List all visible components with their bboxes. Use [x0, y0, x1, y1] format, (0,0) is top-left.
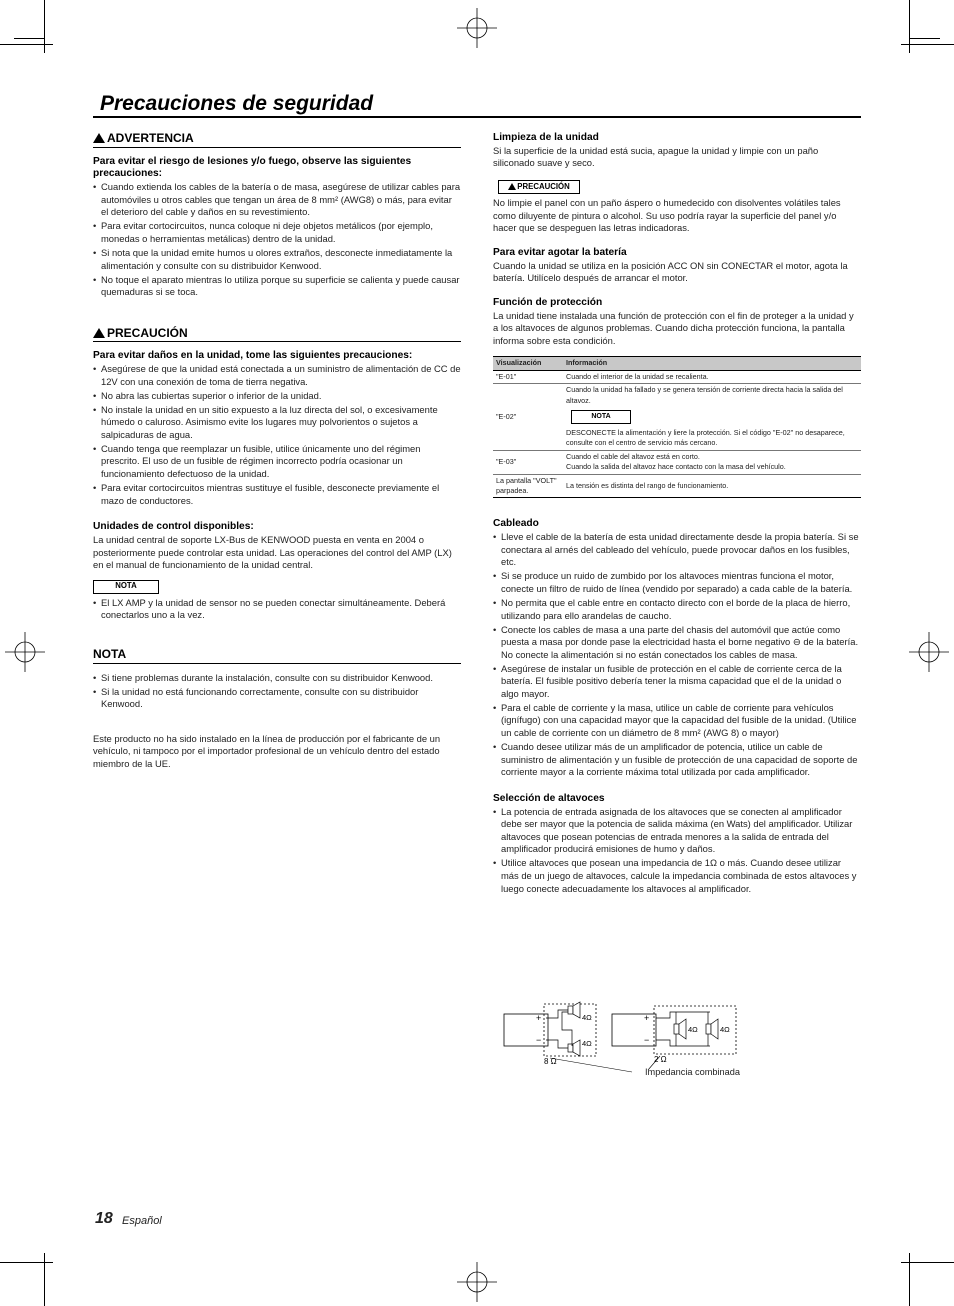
- advertencia-list: [93, 181, 461, 299]
- e02-info-1: Cuando la unidad ha fallado y se genera tensión de corriente directa hacia la salida del altavoz.: [566, 385, 843, 405]
- plus-terminal: +: [536, 1013, 542, 1023]
- table-row: [493, 370, 861, 383]
- list-item: • Si se produce un ruido de zumbido por los altavoces mientras funciona el motor, conecte un filtro de ruido de línea (vendido por separado) a cada cable de la batería.: [493, 570, 861, 595]
- unidades-heading: Unidades de control disponibles:: [93, 521, 254, 533]
- altavoces-heading: Selección de altavoces: [493, 792, 605, 804]
- nota-tag: [571, 410, 631, 424]
- precaucion-tag-label: PRECAUCIÓN: [517, 181, 570, 191]
- table-row: [493, 474, 861, 498]
- crop-mark-top-left-h2: [14, 38, 44, 39]
- list-item: • El LX AMP y la unidad de sensor no se pueden conectar simultáneamente. Deberá conectarlos uno a la vez.: [93, 597, 461, 622]
- parallel-config: [612, 1006, 736, 1064]
- nota-heading: [93, 648, 461, 664]
- nota-tag-label: NOTA: [115, 581, 137, 591]
- plus-terminal: +: [644, 1013, 650, 1023]
- advertencia-heading-text: ADVERTENCIA: [107, 131, 194, 145]
- e03-info-1: Cuando el cable del altavoz está en corto.: [566, 451, 700, 461]
- table-cell: [563, 450, 861, 474]
- limpieza-heading: Limpieza de la unidad: [493, 132, 599, 143]
- table-row: [493, 384, 861, 451]
- nota-heading-text: NOTA: [93, 646, 127, 661]
- precaucion-list: [93, 363, 461, 507]
- bateria-heading: Para evitar agotar la batería: [493, 246, 627, 258]
- list-item: • No permita que el cable entre en contacto directo con el borde de la placa de hierro, utilizando para ello arandelas de caucho.: [493, 597, 861, 622]
- table-cell: "E-02": [493, 384, 563, 451]
- speaker-impedance-label: 4Ω: [720, 1025, 730, 1034]
- registration-mark-bottom: [457, 1262, 497, 1302]
- nota-tag-label: NOTA: [591, 412, 611, 420]
- right-column: [493, 132, 861, 897]
- cableado-list: [493, 531, 861, 779]
- speaker-icon: [711, 1019, 718, 1039]
- list-item: • Si la unidad no está funcionando correctamente, consulte con su distribuidor Kenwood.: [93, 686, 461, 711]
- list-item: • La potencia de entrada asignada de los altavoces que se conecten al amplificador debe ser mayor que la potencia de salida máxima (en Wats) del amplificador. Utilizar altavoces que posean potencias de entrada menores a la salida de entrada del amplificador producirá emisiones de humo y daños.: [493, 806, 861, 856]
- crop-mark-top-right-v: [909, 0, 910, 53]
- title-rule: [93, 116, 861, 118]
- list-item: • Conecte los cables de masa a una parte del chasis del automóvil que actúe como puesta a masa por donde pase la electricidad hasta el borne negativo ⊖ de la batería. No conecte la alimentación si no están conectados los cables de masa.: [493, 624, 861, 662]
- altavoces-list: [493, 806, 861, 896]
- registration-mark-right: [909, 632, 949, 672]
- table-cell: La tensión es distinta del rango de funcionamiento.: [563, 474, 861, 498]
- list-item: • Si nota que la unidad emite humos u olores extraños, desconecte inmediatamente la alimentación y consulte con su distribuidor Kenwood.: [93, 247, 461, 272]
- list-item: • Lleve el cable de la batería de esta unidad directamente desde la propia batería. Si se conectara al arnés del cableado del vehículo, puede provocar daños en los fusibles, etc.: [493, 531, 861, 569]
- registration-mark-left: [5, 632, 45, 672]
- table-row: [493, 450, 861, 474]
- page-language: Español: [122, 1215, 162, 1227]
- list-item: • No abra las cubiertas superior o inferior de la unidad.: [93, 390, 461, 403]
- list-item: • No toque el aparato mientras lo utiliza porque su superficie se calienta y puede causar quemaduras si se toca.: [93, 274, 461, 299]
- speaker-icon: [679, 1019, 686, 1039]
- amplifier-box: [504, 1014, 548, 1046]
- warning-triangle-icon: [508, 183, 516, 190]
- protection-table: [493, 356, 861, 498]
- crop-mark-bottom-right-h: [901, 1262, 954, 1263]
- crop-mark-bottom-left-v: [44, 1253, 45, 1306]
- diagram-caption: Impedancia combinada: [645, 1067, 740, 1077]
- page-title: Precauciones de seguridad: [100, 92, 374, 115]
- page-number: 18: [95, 1210, 113, 1227]
- speaker-impedance-label: 4Ω: [582, 1039, 592, 1048]
- precaucion-heading-text: PRECAUCIÓN: [107, 325, 188, 340]
- series-impedance-label: 8 Ω: [544, 1057, 557, 1066]
- e02-info-2: DESCONECTE la alimentación y liere la protección. Si el código "E-02" no desaparece, consulte con el centro de servicio más cercano.: [566, 427, 845, 448]
- table-cell: La pantalla "VOLT" parpadea.: [493, 474, 563, 498]
- bateria-text: Cuando la unidad se utiliza en la posición ACC ON sin CONECTAR el motor, agota la batería. Utilícelo después de arrancar el motor.: [493, 259, 848, 284]
- list-item: • Asegúrese de que la unidad está conectada a un suministro de alimentación de CC de 12V con una conexión de toma de tierra negativa.: [93, 363, 461, 388]
- minus-terminal: −: [536, 1035, 542, 1045]
- nota-footer-text: Este producto no ha sido instalado en la línea de producción por el fabricante de un vehículo, ni tampoco por el importador profesional de un vehículo dentro del estado miembro de la UE.: [93, 732, 441, 769]
- list-item: • No instale la unidad en un sitio expuesto a la luz directa del sol, o excesivamente húmedo o caluroso. Asimismo evite los lugares muy polvorientos o sujetos a salpicaduras de agua.: [93, 404, 461, 442]
- registration-mark-top: [457, 8, 497, 48]
- proteccion-text: La unidad tiene instalada una función de protección con el fin de proteger a la unidad y a los altavoces de algunos problemas. Cuando dicha protección funciona, la pantalla informa sobre esta condición.: [493, 309, 854, 346]
- list-item: • Asegúrese de instalar un fusible de protección en el cable de corriente cerca de la batería. El fusible positivo debería tener la misma capacidad que el de la unidad o algo mayor.: [493, 663, 861, 701]
- table-header-cell: Visualización: [493, 357, 563, 370]
- crop-mark-top-right-h2: [910, 38, 940, 39]
- list-item: • Si tiene problemas durante la instalación, consulte con su distribuidor Kenwood.: [93, 672, 461, 685]
- list-item: • Cuando desee utilizar más de un amplificador de potencia, utilice un cable de suministro de alimentación y un fusible de protección de una capacidad de soporte de corriente mayor a la corriente máxima total utilizada por cada amplificador.: [493, 741, 861, 779]
- crop-mark-top-left-v: [44, 0, 45, 53]
- parallel-impedance-label: 2 Ω: [654, 1055, 667, 1064]
- left-column: [93, 132, 461, 771]
- speaker-icon: [573, 1040, 580, 1056]
- crop-mark-bottom-left-h: [0, 1262, 53, 1263]
- amplifier-box: [612, 1014, 656, 1046]
- speaker-impedance-label: 4Ω: [582, 1013, 592, 1022]
- proteccion-heading: Función de protección: [493, 296, 603, 308]
- speaker-icon: [573, 1002, 580, 1018]
- precaucion-tag: [498, 180, 580, 194]
- table-header-row: [493, 357, 861, 370]
- list-item: • Para el cable de corriente y la masa, utilice un cable de corriente para vehículos (ignífugo) con una capacidad mayor que la capacidad del fusible de la unidad. (Utilice un cable de corriente con un diámetro de 8 mm² (AWG 8) o mayor): [493, 702, 861, 740]
- crop-mark-top-right-h: [901, 44, 954, 45]
- warning-triangle-icon: [93, 328, 105, 338]
- cableado-heading: Cableado: [493, 518, 539, 530]
- advertencia-subheading: Para evitar el riesgo de lesiones y/o fuego, observe las siguientes precauciones:: [93, 155, 412, 180]
- precaucion-heading: [93, 327, 461, 343]
- limpieza-text: Si la superficie de la unidad está sucia, apague la unidad y limpie con un paño siliconado suave y seco.: [493, 144, 819, 169]
- series-config: [504, 1002, 596, 1066]
- table-cell: [563, 384, 861, 451]
- list-item: • Cuando tenga que reemplazar un fusible, utilice únicamente uno del régimen prescrito. El uso de un fusible de régimen incorrecto podría ocasionar un funcionamiento defectuoso de la unidad.: [93, 443, 461, 481]
- advertencia-heading: [93, 132, 461, 148]
- table-cell: Cuando el interior de la unidad se recalienta.: [563, 370, 861, 383]
- nota-tag: [93, 580, 159, 594]
- crop-mark-top-left-h: [0, 44, 53, 45]
- precaucion-subheading: Para evitar daños en la unidad, tome las siguientes precauciones:: [93, 350, 413, 362]
- table-cell: "E-01": [493, 370, 563, 383]
- speaker-impedance-label: 4Ω: [688, 1025, 698, 1034]
- list-item: • Para evitar cortocircuitos, nunca coloque ni deje objetos metálicos (por ejemplo, monedas o herramientas metálicas) dentro de la unidad.: [93, 220, 461, 245]
- minus-terminal: −: [644, 1035, 650, 1045]
- list-item: • Utilice altavoces que posean una impedancia de 1Ω o más. Cuando desee utilizar más de un juego de altavoces, calcule la impedancia combinada de estos altavoces y luego conecte adecuadamente los altavoces al amplificador.: [493, 857, 861, 895]
- warning-triangle-icon: [93, 133, 105, 143]
- limpieza-caution-text: No limpie el panel con un paño áspero o humedecido con disolventes volátiles tales como diluyente de pintura o alcohol. Su uso podría rayar la superficie del panel y/o hacer que se despeguen las letras indicadoras.: [493, 196, 841, 234]
- list-item: • Para evitar cortocircuitos mientras sustituye el fusible, desconecte previamente el mazo de conductores.: [93, 482, 461, 507]
- list-item: • Cuando extienda los cables de la batería o de masa, asegúrese de utilizar cables para automóviles u otros cables que tengan un área de 8 mm² (AWG8) o más, para evitar el deterioro del cable y daños en su revestimiento.: [93, 181, 461, 219]
- unidades-note-list: [93, 597, 461, 622]
- table-header-cell: Información: [563, 357, 861, 370]
- unidades-text: La unidad central de soporte LX-Bus de KENWOOD puesta en venta en 2004 o posteriormente puede controlar esta unidad. Las operaciones del control del AMP (LX) en el manual de funcionamiento de la unidad central.: [93, 533, 452, 571]
- nota-list: [93, 672, 461, 711]
- table-cell: "E-03": [493, 450, 563, 474]
- crop-mark-bottom-right-v: [909, 1253, 910, 1306]
- e03-info-2: Cuando la salida del altavoz hace contacto con la masa del vehículo.: [566, 462, 786, 472]
